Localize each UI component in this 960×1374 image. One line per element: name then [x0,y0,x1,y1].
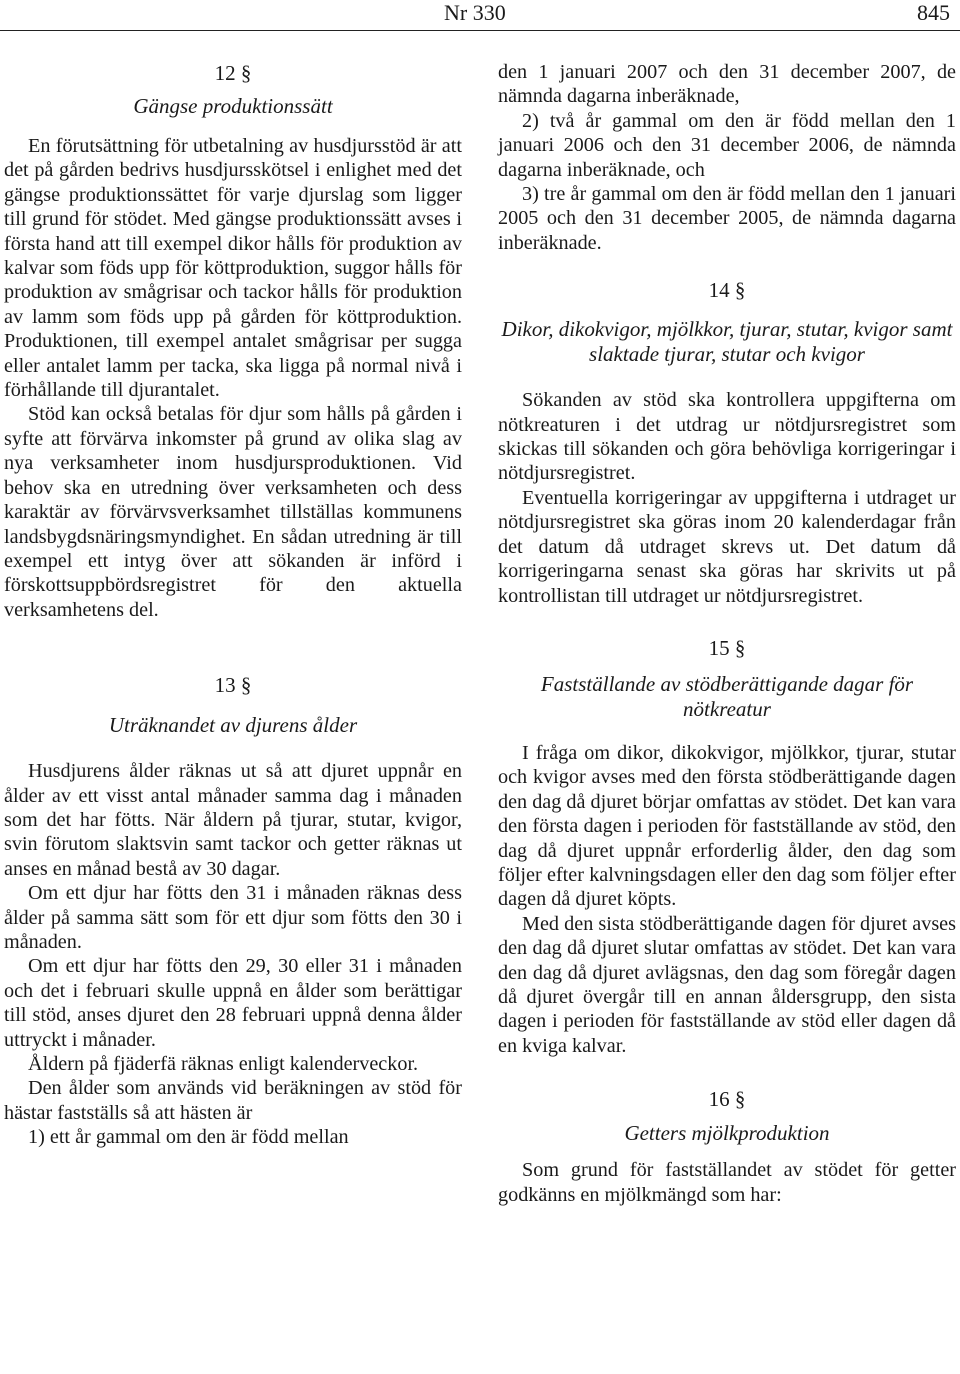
left-column [4,60,462,1150]
section-13-number: 13 § [214,673,252,698]
section-15-paragraph-2: Med den sista stödberättigande dagen för djuret avses den dag då djuret slutar omfattas av stödet. Det kan vara den dag då djuret avlägsnas, den dag som föregår dagen då djuret övergår till en annan åldersgrupp, den sista dagen i perioden för fastställande av stöd eller dagen då en kviga kalvar. [498,912,956,1057]
right-column [498,60,956,1207]
section-13-paragraph-3: Om ett djur har fötts den 29, 30 eller 31 i månaden och det i februari skulle uppnå en ålder som berättigar till stöd, anses djuret den 28 februari uppnå denna ålder uttryckt i månader. [4,955,462,1051]
section-14-paragraph-1: Sökanden av stöd ska kontrollera uppgifterna om nötkreaturen i det utdrag ur nötdjursregistret som skickas till sökanden och göra behövliga korrigeringar i nötdjursregistret. [498,389,956,485]
section-15-paragraph-1: I fråga om dikor, dikokvigor, mjölkkor, tjurar, stutar och kvigor avses med den första stödberättigande dagen den dag då djuret börjar omfattas av stödet. Det kan vara den första dagen i perioden för fastställande av stöd, den dag då djuret uppnår erforderlig ålder, den dag som följer efter kalvningsdagen eller den dag som följer efter dagen då djuret köpts. [498,741,956,911]
section-16-number: 16 § [708,1087,746,1112]
header-rule [0,30,960,31]
page-header [0,0,960,26]
section-13-paragraph-6: 1) ett år gammal om den är född mellan [28,1126,349,1149]
section-13-paragraph-5: Den ålder som används vid beräkningen av stöd för hästar fastställs så att hästen är [4,1077,462,1124]
section-12-title: Gängse produktionssätt [133,94,333,118]
section-15-title: Fastställande av stödberättigande dagar för nötkreatur [540,671,914,721]
page-number: 845 [917,0,950,25]
section-13-paragraph-2: Om ett djur har fötts den 31 i månaden räknas dess ålder på samma sätt som för ett djur som fötts den 30 i månaden. [4,882,462,953]
section-12-paragraph-2: Stöd kan också betalas för djur som hålls på gården i syfte att förvärva inkomster på grund av olika slag av nya verksamheter inom husdjursproduktionen. Vid behov ska en utredning över verksamheten och dess karaktär av förvärvsverksamhet tillställas kommunens landsbygdsnäringsmyndighet. En sådan utredning är till exempel ett intyg över att sökanden är införd i förskottsuppbördsregistret för den aktuella verksamhetens del. [4,403,462,621]
section-16-title: Getters mjölkproduktion [624,1121,830,1146]
issue-number: Nr 330 [444,0,506,25]
section-16-paragraph-1: Som grund för fastställandet av stödet för getter godkänns en mjölkmängd som har: [498,1159,956,1206]
section-14-paragraph-2: Eventuella korrigeringar av uppgifterna i utdraget ur nötdjursregistret ska göras inom 20 kalenderdagar från det datum då utdraget skrevs ut. Det datum då korrigeringarna senast ska göras har skrivits ut på kontrollistan till utdraget ur nötdjursregistret. [498,486,956,607]
continued-paragraph-3: 3) tre år gammal om den är född mellan den 1 januari 2005 och den 31 december 2005, de nämnda dagarna inberäknade. [498,183,956,254]
section-14-number: 14 § [708,278,746,303]
section-15-number: 15 § [708,635,746,660]
section-13-title: Uträknandet av djurens ålder [108,713,358,738]
section-14-title: Dikor, dikokvigor, mjölkkor, tjurar, stutar, kvigor samt slaktade tjurar, stutar och kvigor [501,317,953,367]
continued-paragraph-2: 2) två år gammal om den är född mellan den 1 januari 2006 och den 31 december 2006, de nämnda dagarna inberäknade, och [498,109,956,181]
section-13-paragraph-4: Åldern på fjäderfä räknas enligt kalenderveckor. [28,1053,419,1075]
continued-paragraph-1: den 1 januari 2007 och den 31 december 2007, de nämnda dagarna inberäknade, [498,61,956,108]
section-12-number: 12 § [214,61,252,85]
section-13-paragraph-1: Husdjurens ålder räknas ut så att djuret uppnår en ålder av ett visst antal månader samma dag i månaden som det har fötts. När åldern på tjurar, stutar, kvigor, svin förutom slaktsvin samt tackor och getter räknas ut anses en månad bestå av 30 dagar. [4,760,462,880]
section-12-paragraph-1: En förutsättning för utbetalning av husdjursstöd är att det på gården bedrivs husdjursskötsel i enlighet med det gängse produktionssättet för varje djurslag som ligger till grund för stödet. Med gängse produktionssätt avses i första hand att till exempel dikor hålls för produktion av kalvar som föds upp för köttproduktion, suggor hålls för produktion av smågrisar och tackor hålls för produktion av lamm som föds upp på gården för köttproduktion. Produktionen, till exempel antalet smågrisar per sugga eller antalet lamm per tacka, ska ligga på normal nivå i förhållande till djurantalet. [4,135,462,402]
